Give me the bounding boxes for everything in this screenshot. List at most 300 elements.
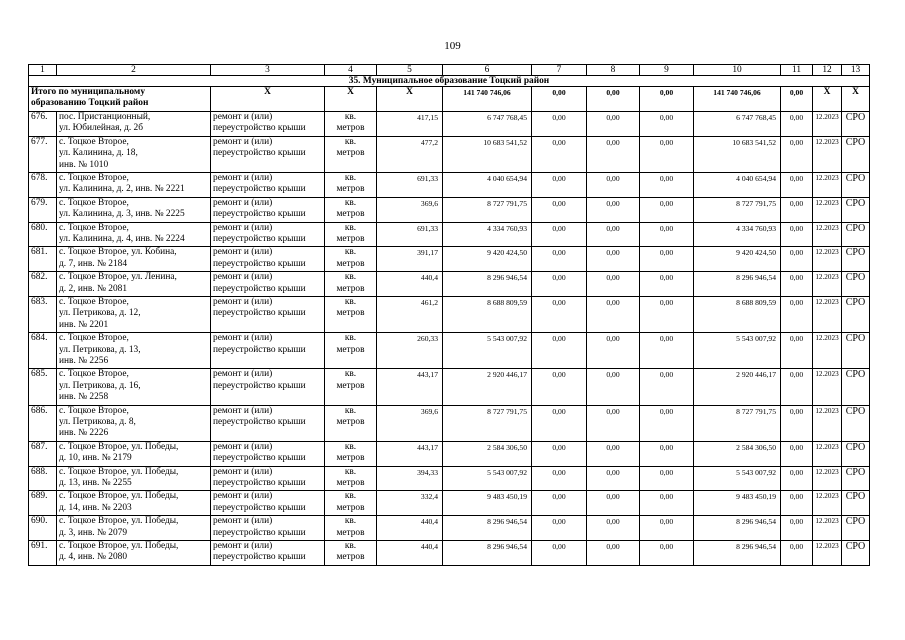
address-cell (57, 136, 211, 172)
section-row (29, 76, 870, 87)
unit-cell-line: кв. (344, 136, 357, 147)
work-type-cell-line: переустройство крыши (213, 380, 306, 391)
col9-cell: 0,00 (640, 369, 694, 405)
address-cell-line: инв. № 2258 (59, 392, 109, 403)
unit-cell (325, 136, 377, 172)
executor-cell: СРО (842, 222, 870, 247)
table-row (29, 369, 870, 405)
area-cell: 391,17 (377, 247, 443, 272)
address-cell-line: ул. Петрикова, д. 16, (59, 380, 141, 391)
address-cell-line: ул. Юбилейная, д. 2б (59, 123, 144, 134)
col8-cell: 0,00 (587, 112, 640, 137)
work-type-cell-line: ремонт и (или) (213, 491, 273, 502)
col9-cell: 0,00 (640, 466, 694, 491)
col9-cell: 0,00 (640, 247, 694, 272)
unit-cell-line: кв. (344, 441, 357, 452)
cost-cell: 2 584 306,50 (443, 441, 532, 466)
address-cell (57, 369, 211, 405)
total-col11: 0,00 (781, 87, 813, 112)
date-cell: 12.2023 (813, 441, 842, 466)
unit-cell-line: метров (336, 123, 365, 134)
col11-cell: 0,00 (781, 540, 813, 565)
column-number-header: 3 (211, 65, 325, 76)
row-number: 679. (29, 197, 57, 222)
executor-cell: СРО (842, 247, 870, 272)
cost-cell: 8 688 809,59 (443, 296, 532, 332)
column-number-header: 6 (443, 65, 532, 76)
table-row (29, 516, 870, 541)
cost-cell: 4 334 760,93 (443, 222, 532, 247)
work-type-cell-line: ремонт и (или) (213, 466, 273, 477)
col11-cell: 0,00 (781, 136, 813, 172)
address-cell-line: ул. Калинина, д. 3, инв. № 2225 (59, 209, 185, 220)
column-number-header: 2 (57, 65, 211, 76)
date-cell: 12.2023 (813, 112, 842, 137)
cost-cell: 5 543 007,92 (443, 333, 532, 369)
col8-cell: 0,00 (587, 540, 640, 565)
total-label-line2: образованию Тоцкий район (31, 98, 149, 109)
col7-cell: 0,00 (532, 197, 587, 222)
col11-cell: 0,00 (781, 247, 813, 272)
table-row (29, 466, 870, 491)
address-cell-line: д. 3, инв. № 2079 (59, 527, 128, 538)
total-cost-cell: 6 747 768,45 (694, 112, 781, 137)
work-type-cell (211, 136, 325, 172)
cost-cell: 10 683 541,52 (443, 136, 532, 172)
total-cost-cell: 8 688 809,59 (694, 296, 781, 332)
date-cell: 12.2023 (813, 491, 842, 516)
unit-cell-line: кв. (344, 405, 357, 416)
unit-cell-line: кв. (344, 369, 357, 380)
unit-cell (325, 333, 377, 369)
address-cell-line: с. Тоцкое Второе, ул. Кобина, (59, 247, 177, 258)
total-work-type: X (211, 87, 325, 112)
col11-cell: 0,00 (781, 441, 813, 466)
date-cell: 12.2023 (813, 369, 842, 405)
col8-cell: 0,00 (587, 516, 640, 541)
unit-cell (325, 441, 377, 466)
col9-cell: 0,00 (640, 405, 694, 441)
address-cell-line: с. Тоцкое Второе, ул. Победы, (59, 441, 179, 452)
column-number-header: 4 (325, 65, 377, 76)
table-row (29, 136, 870, 172)
col8-cell: 0,00 (587, 272, 640, 297)
date-cell: 12.2023 (813, 296, 842, 332)
col11-cell: 0,00 (781, 272, 813, 297)
address-cell (57, 491, 211, 516)
col9-cell: 0,00 (640, 296, 694, 332)
unit-cell-line: метров (336, 380, 365, 391)
address-cell (57, 222, 211, 247)
work-type-cell-line: ремонт и (или) (213, 247, 273, 258)
col9-cell: 0,00 (640, 172, 694, 197)
col8-cell: 0,00 (587, 441, 640, 466)
col8-cell: 0,00 (587, 296, 640, 332)
unit-cell-line: кв. (344, 197, 357, 208)
unit-cell (325, 247, 377, 272)
work-type-cell-line: переустройство крыши (213, 527, 306, 538)
table-row (29, 296, 870, 332)
work-type-cell-line: переустройство крыши (213, 258, 306, 269)
executor-cell: СРО (842, 112, 870, 137)
row-number: 681. (29, 247, 57, 272)
total-area: X (377, 87, 443, 112)
col11-cell: 0,00 (781, 369, 813, 405)
column-number-header: 1 (29, 65, 57, 76)
table-row (29, 333, 870, 369)
work-type-cell-line: ремонт и (или) (213, 197, 273, 208)
table-row (29, 272, 870, 297)
unit-cell-line: кв. (344, 540, 357, 551)
col11-cell: 0,00 (781, 197, 813, 222)
work-type-cell-line: переустройство крыши (213, 308, 306, 319)
column-number-header: 5 (377, 65, 443, 76)
col11-cell: 0,00 (781, 112, 813, 137)
total-cost-cell: 10 683 541,52 (694, 136, 781, 172)
executor-cell: СРО (842, 491, 870, 516)
unit-cell-line: кв. (344, 112, 357, 122)
address-cell-line: д. 4, инв. № 2080 (59, 552, 128, 563)
work-type-cell (211, 197, 325, 222)
work-type-cell-line: ремонт и (или) (213, 540, 273, 551)
address-cell-line: с. Тоцкое Второе, (59, 136, 129, 147)
col7-cell: 0,00 (532, 369, 587, 405)
total-col7: 0,00 (532, 87, 587, 112)
total-unit: X (325, 87, 377, 112)
row-number: 688. (29, 466, 57, 491)
row-number: 683. (29, 296, 57, 332)
address-cell-line: с. Тоцкое Второе, (59, 333, 129, 344)
executor-cell: СРО (842, 405, 870, 441)
address-cell-line: инв. № 1010 (59, 159, 109, 170)
unit-cell-line: метров (336, 308, 365, 319)
address-cell (57, 405, 211, 441)
table-row (29, 222, 870, 247)
address-cell-line: с. Тоцкое Второе, (59, 405, 129, 416)
address-cell (57, 197, 211, 222)
area-cell: 440,4 (377, 540, 443, 565)
col7-cell: 0,00 (532, 112, 587, 137)
repair-plan-table (28, 64, 870, 566)
unit-cell (325, 197, 377, 222)
unit-cell (325, 540, 377, 565)
address-cell-line: с. Тоцкое Второе, (59, 172, 129, 183)
work-type-cell (211, 247, 325, 272)
col8-cell: 0,00 (587, 247, 640, 272)
address-cell-line: с. Тоцкое Второе, (59, 296, 129, 307)
work-type-cell-line: ремонт и (или) (213, 333, 273, 344)
date-cell: 12.2023 (813, 333, 842, 369)
work-type-cell (211, 222, 325, 247)
column-number-header: 12 (813, 65, 842, 76)
col9-cell: 0,00 (640, 112, 694, 137)
work-type-cell-line: ремонт и (или) (213, 405, 273, 416)
date-cell: 12.2023 (813, 540, 842, 565)
work-type-cell (211, 172, 325, 197)
work-type-cell (211, 296, 325, 332)
date-cell: 12.2023 (813, 222, 842, 247)
row-number: 685. (29, 369, 57, 405)
cost-cell: 8 296 946,54 (443, 516, 532, 541)
total-executor: X (842, 87, 870, 112)
total-cost-cell: 8 727 791,75 (694, 197, 781, 222)
unit-cell-line: метров (336, 527, 365, 538)
work-type-cell-line: переустройство крыши (213, 148, 306, 159)
executor-cell: СРО (842, 369, 870, 405)
work-type-cell (211, 540, 325, 565)
cost-cell: 4 040 654,94 (443, 172, 532, 197)
address-cell-line: с. Тоцкое Второе, ул. Победы, (59, 491, 179, 502)
column-number-header: 9 (640, 65, 694, 76)
date-cell: 12.2023 (813, 405, 842, 441)
cost-cell: 8 727 791,75 (443, 197, 532, 222)
area-cell: 260,33 (377, 333, 443, 369)
unit-cell-line: кв. (344, 172, 357, 183)
address-cell-line: с. Тоцкое Второе, ул. Победы, (59, 516, 179, 527)
total-cost-cell: 8 296 946,54 (694, 540, 781, 565)
col11-cell: 0,00 (781, 491, 813, 516)
unit-cell-line: кв. (344, 222, 357, 233)
table-row (29, 441, 870, 466)
area-cell: 332,4 (377, 491, 443, 516)
col7-cell: 0,00 (532, 272, 587, 297)
total-cost-cell: 4 040 654,94 (694, 172, 781, 197)
column-number-header: 7 (532, 65, 587, 76)
unit-cell-line: метров (336, 233, 365, 244)
executor-cell: СРО (842, 441, 870, 466)
work-type-cell-line: ремонт и (или) (213, 172, 273, 183)
total-row (29, 87, 870, 112)
unit-cell-line: метров (336, 148, 365, 159)
executor-cell: СРО (842, 136, 870, 172)
address-cell (57, 333, 211, 369)
executor-cell: СРО (842, 172, 870, 197)
table-row (29, 197, 870, 222)
unit-cell-line: метров (336, 344, 365, 355)
row-number: 678. (29, 172, 57, 197)
col7-cell: 0,00 (532, 491, 587, 516)
address-cell-line: ул. Петрикова, д. 8, (59, 416, 136, 427)
col7-cell: 0,00 (532, 222, 587, 247)
work-type-cell (211, 466, 325, 491)
unit-cell (325, 296, 377, 332)
col7-cell: 0,00 (532, 296, 587, 332)
column-number-header: 11 (781, 65, 813, 76)
total-col8: 0,00 (587, 87, 640, 112)
column-number-row (29, 65, 870, 76)
cost-cell: 8 296 946,54 (443, 540, 532, 565)
work-type-cell (211, 441, 325, 466)
col9-cell: 0,00 (640, 441, 694, 466)
address-cell (57, 516, 211, 541)
cost-cell: 6 747 768,45 (443, 112, 532, 137)
executor-cell: СРО (842, 333, 870, 369)
row-number: 690. (29, 516, 57, 541)
total-label-line1: Итого по муниципальному (31, 87, 146, 97)
col8-cell: 0,00 (587, 197, 640, 222)
col8-cell: 0,00 (587, 466, 640, 491)
col7-cell: 0,00 (532, 516, 587, 541)
row-number: 677. (29, 136, 57, 172)
date-cell: 12.2023 (813, 197, 842, 222)
total-date: X (813, 87, 842, 112)
col7-cell: 0,00 (532, 540, 587, 565)
address-cell-line: д. 2, инв. № 2081 (59, 283, 128, 294)
unit-cell-line: кв. (344, 296, 357, 307)
cost-cell: 8 727 791,75 (443, 405, 532, 441)
address-cell-line: пос. Пристанционный, (59, 112, 151, 122)
work-type-cell (211, 516, 325, 541)
column-number-header: 8 (587, 65, 640, 76)
unit-cell (325, 112, 377, 137)
area-cell: 461,2 (377, 296, 443, 332)
total-cost-cell: 4 334 760,93 (694, 222, 781, 247)
unit-cell (325, 405, 377, 441)
area-cell: 691,33 (377, 222, 443, 247)
total-cost-cell: 8 727 791,75 (694, 405, 781, 441)
row-number: 687. (29, 441, 57, 466)
work-type-cell (211, 272, 325, 297)
table-row (29, 491, 870, 516)
work-type-cell-line: переустройство крыши (213, 416, 306, 427)
work-type-cell (211, 491, 325, 516)
unit-cell (325, 491, 377, 516)
unit-cell-line: метров (336, 453, 365, 464)
work-type-cell-line: ремонт и (или) (213, 112, 273, 122)
area-cell: 691,33 (377, 172, 443, 197)
total-cost-cell: 2 920 446,17 (694, 369, 781, 405)
unit-cell (325, 222, 377, 247)
work-type-cell-line: переустройство крыши (213, 502, 306, 513)
address-cell (57, 272, 211, 297)
work-type-cell-line: переустройство крыши (213, 552, 306, 563)
page-number: 109 (444, 40, 461, 52)
total-cost: 141 740 746,06 (443, 87, 532, 112)
cost-cell: 5 543 007,92 (443, 466, 532, 491)
work-type-cell-line: переустройство крыши (213, 184, 306, 195)
col11-cell: 0,00 (781, 296, 813, 332)
area-cell: 440,4 (377, 516, 443, 541)
work-type-cell-line: переустройство крыши (213, 453, 306, 464)
date-cell: 12.2023 (813, 247, 842, 272)
col11-cell: 0,00 (781, 405, 813, 441)
col8-cell: 0,00 (587, 369, 640, 405)
unit-cell-line: метров (336, 502, 365, 513)
work-type-cell-line: ремонт и (или) (213, 369, 273, 380)
unit-cell-line: метров (336, 283, 365, 294)
table-row (29, 405, 870, 441)
work-type-cell-line: переустройство крыши (213, 209, 306, 220)
work-type-cell (211, 333, 325, 369)
col9-cell: 0,00 (640, 540, 694, 565)
address-cell-line: с. Тоцкое Второе, (59, 369, 129, 380)
row-number: 686. (29, 405, 57, 441)
address-cell-line: д. 7, инв. № 2184 (59, 258, 128, 269)
col9-cell: 0,00 (640, 136, 694, 172)
col9-cell: 0,00 (640, 333, 694, 369)
work-type-cell-line: ремонт и (или) (213, 272, 273, 283)
table-row (29, 112, 870, 137)
cost-cell: 2 920 446,17 (443, 369, 532, 405)
col7-cell: 0,00 (532, 136, 587, 172)
cost-cell: 9 420 424,50 (443, 247, 532, 272)
total-cost-cell: 9 483 450,19 (694, 491, 781, 516)
address-cell-line: ул. Калинина, д. 2, инв. № 2221 (59, 184, 185, 195)
work-type-cell (211, 405, 325, 441)
address-cell-line: ул. Калинина, д. 18, (59, 148, 138, 159)
executor-cell: СРО (842, 466, 870, 491)
address-cell-line: ул. Калинина, д. 4, инв. № 2224 (59, 233, 185, 244)
unit-cell (325, 369, 377, 405)
work-type-cell-line: ремонт и (или) (213, 136, 273, 147)
address-cell-line: д. 14, инв. № 2203 (59, 502, 132, 513)
total-col9: 0,00 (640, 87, 694, 112)
date-cell: 12.2023 (813, 516, 842, 541)
total-cost-cell: 2 584 306,50 (694, 441, 781, 466)
executor-cell: СРО (842, 197, 870, 222)
date-cell: 12.2023 (813, 172, 842, 197)
col9-cell: 0,00 (640, 222, 694, 247)
area-cell: 443,17 (377, 369, 443, 405)
area-cell: 440,4 (377, 272, 443, 297)
table-row (29, 540, 870, 565)
col11-cell: 0,00 (781, 516, 813, 541)
table-row (29, 247, 870, 272)
work-type-cell-line: переустройство крыши (213, 283, 306, 294)
row-number: 676. (29, 112, 57, 137)
total-cost-cell: 8 296 946,54 (694, 272, 781, 297)
col9-cell: 0,00 (640, 516, 694, 541)
unit-cell-line: метров (336, 209, 365, 220)
section-title: 35. Муниципальное образование Тоцкий район (29, 76, 870, 87)
row-number: 684. (29, 333, 57, 369)
column-number-header: 10 (694, 65, 781, 76)
area-cell: 394,33 (377, 466, 443, 491)
date-cell: 12.2023 (813, 466, 842, 491)
col8-cell: 0,00 (587, 136, 640, 172)
date-cell: 12.2023 (813, 272, 842, 297)
row-number: 682. (29, 272, 57, 297)
address-cell-line: д. 13, инв. № 2255 (59, 477, 132, 488)
col8-cell: 0,00 (587, 222, 640, 247)
work-type-cell (211, 369, 325, 405)
col11-cell: 0,00 (781, 172, 813, 197)
total-cost-cell: 8 296 946,54 (694, 516, 781, 541)
executor-cell: СРО (842, 540, 870, 565)
col8-cell: 0,00 (587, 172, 640, 197)
unit-cell-line: кв. (344, 466, 357, 477)
unit-cell-line: кв. (344, 272, 357, 283)
unit-cell (325, 466, 377, 491)
executor-cell: СРО (842, 272, 870, 297)
unit-cell (325, 272, 377, 297)
unit-cell-line: метров (336, 552, 365, 563)
address-cell-line: с. Тоцкое Второе, (59, 197, 129, 208)
work-type-cell-line: переустройство крыши (213, 123, 306, 134)
address-cell-line: инв. № 2226 (59, 428, 109, 439)
executor-cell: СРО (842, 516, 870, 541)
address-cell-line: с. Тоцкое Второе, ул. Победы, (59, 466, 179, 477)
col7-cell: 0,00 (532, 172, 587, 197)
work-type-cell-line: переустройство крыши (213, 477, 306, 488)
address-cell-line: д. 10, инв. № 2179 (59, 453, 132, 464)
col9-cell: 0,00 (640, 491, 694, 516)
col7-cell: 0,00 (532, 333, 587, 369)
table-row (29, 172, 870, 197)
address-cell (57, 466, 211, 491)
work-type-cell-line: переустройство крыши (213, 344, 306, 355)
address-cell (57, 172, 211, 197)
